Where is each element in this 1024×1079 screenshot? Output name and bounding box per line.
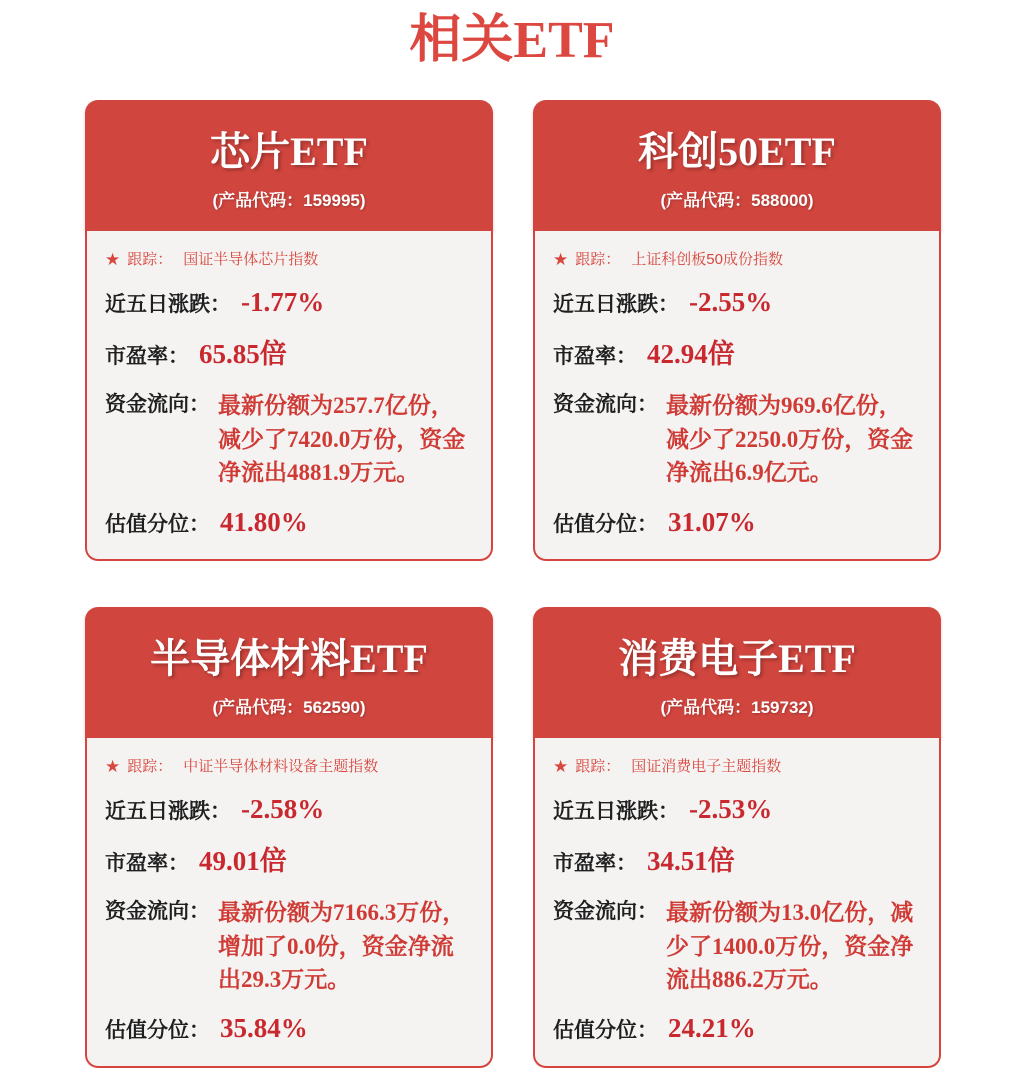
valuation-row <box>105 506 475 542</box>
page-title: 相关ETF <box>409 12 615 69</box>
track-row <box>105 756 475 777</box>
pe-label: 市盈率： <box>105 344 189 368</box>
etf-card-chip <box>85 100 493 561</box>
pe-value: 42.94倍 <box>647 338 735 369</box>
card-body <box>533 738 941 1068</box>
track-index-name: 上证科创板50成份指数 <box>631 251 783 269</box>
flow-value: 最新份额为13.0亿份，减少了1400.0万份，资金净流出886.2万元。 <box>666 900 914 992</box>
flow-label: 资金流向： <box>553 393 658 417</box>
etf-title: 科创50ETF <box>638 129 836 175</box>
pe-value: 34.51倍 <box>647 845 735 876</box>
five-day-row <box>553 793 923 829</box>
card-body <box>85 738 493 1068</box>
valuation-row <box>553 506 923 542</box>
five-day-value: -2.58% <box>241 794 325 825</box>
valuation-row <box>105 1012 475 1048</box>
five-day-label: 近五日涨跌： <box>553 293 679 317</box>
valuation-value: 24.21% <box>668 1013 756 1044</box>
card-header <box>85 607 493 738</box>
valuation-row <box>553 1012 923 1048</box>
flow-value: 最新份额为7166.3万份，增加了0.0份，资金净流出29.3万元。 <box>218 900 466 992</box>
pe-label: 市盈率： <box>105 851 189 875</box>
pe-label: 市盈率： <box>553 344 637 368</box>
five-day-label: 近五日涨跌： <box>553 800 679 824</box>
five-day-row <box>553 286 923 322</box>
star-icon: ★ <box>553 250 569 270</box>
track-label: 跟踪： <box>127 758 173 776</box>
etf-card-star50 <box>533 100 941 561</box>
five-day-label: 近五日涨跌： <box>105 293 231 317</box>
pe-row <box>105 845 475 881</box>
flow-value: 最新份额为257.7亿份，减少了7420.0万份，资金净流出4881.9万元。 <box>218 393 466 486</box>
flow-label: 资金流向： <box>105 393 210 417</box>
flow-row <box>553 389 923 489</box>
product-code: (产品代码：159732) <box>660 698 814 718</box>
flow-label: 资金流向： <box>553 900 658 924</box>
track-label: 跟踪： <box>575 758 621 776</box>
valuation-value: 35.84% <box>220 1013 308 1044</box>
track-index-name: 国证消费电子主题指数 <box>631 758 782 776</box>
track-index-name: 中证半导体材料设备主题指数 <box>183 758 379 776</box>
pe-row <box>553 338 923 374</box>
five-day-row <box>105 793 475 829</box>
pe-value: 49.01倍 <box>199 845 287 876</box>
five-day-label: 近五日涨跌： <box>105 800 231 824</box>
five-day-value: -1.77% <box>241 287 325 318</box>
valuation-label: 估值分位： <box>553 1019 658 1043</box>
five-day-value: -2.53% <box>689 794 773 825</box>
card-header <box>85 100 493 231</box>
star-icon: ★ <box>105 757 121 777</box>
card-header <box>533 607 941 738</box>
track-row <box>553 756 923 777</box>
flow-row <box>553 896 923 996</box>
flow-label: 资金流向： <box>105 900 210 924</box>
pe-row <box>105 338 475 374</box>
valuation-label: 估值分位： <box>553 512 658 536</box>
etf-title: 消费电子ETF <box>618 636 856 682</box>
etf-cards-grid <box>0 100 1024 1067</box>
star-icon: ★ <box>105 250 121 270</box>
five-day-value: -2.55% <box>689 287 773 318</box>
pe-label: 市盈率： <box>553 851 637 875</box>
flow-row <box>105 896 475 996</box>
etf-title: 芯片ETF <box>210 129 368 175</box>
etf-title: 半导体材料ETF <box>150 636 428 682</box>
card-body <box>85 231 493 561</box>
product-code: (产品代码：588000) <box>660 191 814 211</box>
valuation-label: 估值分位： <box>105 512 210 536</box>
etf-card-consumer-electronics <box>533 607 941 1068</box>
card-header <box>533 100 941 231</box>
product-code: (产品代码：562590) <box>212 698 366 718</box>
track-index-name: 国证半导体芯片指数 <box>183 251 319 269</box>
card-body <box>533 231 941 561</box>
valuation-value: 31.07% <box>668 506 756 537</box>
etf-card-semi-materials <box>85 607 493 1068</box>
star-icon: ★ <box>553 757 569 777</box>
product-code: (产品代码：159995) <box>212 191 366 211</box>
pe-value: 65.85倍 <box>199 338 287 369</box>
flow-row <box>105 389 475 489</box>
flow-value: 最新份额为969.6亿份，减少了2250.0万份，资金净流出6.9亿元。 <box>666 393 914 486</box>
track-label: 跟踪： <box>127 251 173 269</box>
track-row <box>105 249 475 270</box>
pe-row <box>553 845 923 881</box>
valuation-label: 估值分位： <box>105 1019 210 1043</box>
valuation-value: 41.80% <box>220 506 308 537</box>
five-day-row <box>105 286 475 322</box>
track-row <box>553 249 923 270</box>
track-label: 跟踪： <box>575 251 621 269</box>
